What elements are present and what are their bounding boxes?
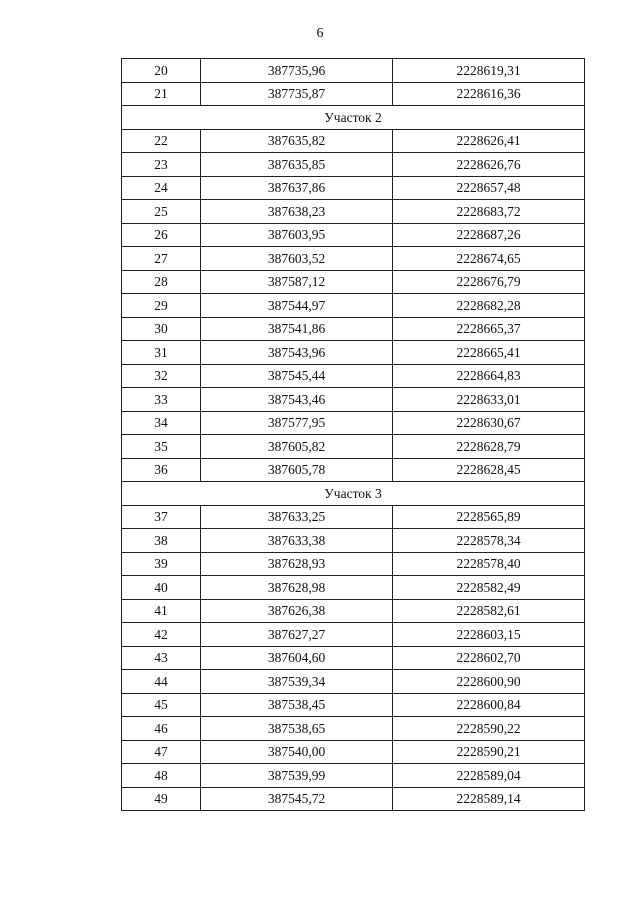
- x-coordinate-cell: 387638,23: [201, 200, 393, 224]
- y-coordinate-cell: 2228687,26: [393, 223, 585, 247]
- point-number-cell: 21: [122, 82, 201, 106]
- table-row: [122, 576, 585, 600]
- y-coordinate-cell: 2228600,84: [393, 693, 585, 717]
- table-row: [122, 552, 585, 576]
- point-number-cell: 24: [122, 176, 201, 200]
- y-coordinate-cell: 2228578,40: [393, 552, 585, 576]
- table-row: [122, 623, 585, 647]
- point-number-cell: 26: [122, 223, 201, 247]
- x-coordinate-cell: 387545,72: [201, 787, 393, 811]
- page-number: 6: [316, 26, 324, 41]
- table-row: [122, 341, 585, 365]
- x-coordinate-cell: 387633,25: [201, 505, 393, 529]
- x-coordinate-cell: 387626,38: [201, 599, 393, 623]
- y-coordinate-cell: 2228633,01: [393, 388, 585, 412]
- point-number-cell: 28: [122, 270, 201, 294]
- y-coordinate-cell: 2228664,83: [393, 364, 585, 388]
- y-coordinate-cell: 2228683,72: [393, 200, 585, 224]
- point-number-cell: 33: [122, 388, 201, 412]
- table-row: [122, 247, 585, 271]
- point-number-cell: 45: [122, 693, 201, 717]
- table-row: [122, 223, 585, 247]
- point-number-cell: 30: [122, 317, 201, 341]
- x-coordinate-cell: 387604,60: [201, 646, 393, 670]
- point-number-cell: 48: [122, 764, 201, 788]
- table-row: [122, 740, 585, 764]
- table-row: [122, 82, 585, 106]
- y-coordinate-cell: 2228602,70: [393, 646, 585, 670]
- x-coordinate-cell: 387605,78: [201, 458, 393, 482]
- coordinates-table: [121, 58, 585, 811]
- point-number-cell: 37: [122, 505, 201, 529]
- x-coordinate-cell: 387540,00: [201, 740, 393, 764]
- section-header-row: [122, 106, 585, 130]
- point-number-cell: 42: [122, 623, 201, 647]
- x-coordinate-cell: 387635,82: [201, 129, 393, 153]
- y-coordinate-cell: 2228630,67: [393, 411, 585, 435]
- table-row: [122, 270, 585, 294]
- table-row: [122, 599, 585, 623]
- y-coordinate-cell: 2228600,90: [393, 670, 585, 694]
- table-row: [122, 646, 585, 670]
- x-coordinate-cell: 387545,44: [201, 364, 393, 388]
- point-number-cell: 41: [122, 599, 201, 623]
- point-number-cell: 29: [122, 294, 201, 318]
- y-coordinate-cell: 2228590,21: [393, 740, 585, 764]
- point-number-cell: 20: [122, 59, 201, 83]
- section-title: Участок 2: [122, 106, 585, 130]
- table-row: [122, 670, 585, 694]
- y-coordinate-cell: 2228628,79: [393, 435, 585, 459]
- x-coordinate-cell: 387541,86: [201, 317, 393, 341]
- x-coordinate-cell: 387577,95: [201, 411, 393, 435]
- point-number-cell: 25: [122, 200, 201, 224]
- table-row: [122, 388, 585, 412]
- y-coordinate-cell: 2228626,41: [393, 129, 585, 153]
- point-number-cell: 39: [122, 552, 201, 576]
- table-row: [122, 200, 585, 224]
- point-number-cell: 22: [122, 129, 201, 153]
- x-coordinate-cell: 387543,46: [201, 388, 393, 412]
- point-number-cell: 46: [122, 717, 201, 741]
- x-coordinate-cell: 387539,99: [201, 764, 393, 788]
- y-coordinate-cell: 2228589,04: [393, 764, 585, 788]
- section-header-row: [122, 482, 585, 506]
- table-row: [122, 411, 585, 435]
- x-coordinate-cell: 387603,52: [201, 247, 393, 271]
- x-coordinate-cell: 387635,85: [201, 153, 393, 177]
- section-title: Участок 3: [122, 482, 585, 506]
- y-coordinate-cell: 2228565,89: [393, 505, 585, 529]
- y-coordinate-cell: 2228665,37: [393, 317, 585, 341]
- point-number-cell: 32: [122, 364, 201, 388]
- y-coordinate-cell: 2228582,61: [393, 599, 585, 623]
- table-row: [122, 717, 585, 741]
- point-number-cell: 35: [122, 435, 201, 459]
- point-number-cell: 31: [122, 341, 201, 365]
- y-coordinate-cell: 2228665,41: [393, 341, 585, 365]
- point-number-cell: 36: [122, 458, 201, 482]
- point-number-cell: 23: [122, 153, 201, 177]
- table-row: [122, 529, 585, 553]
- x-coordinate-cell: 387605,82: [201, 435, 393, 459]
- x-coordinate-cell: 387539,34: [201, 670, 393, 694]
- table-row: [122, 129, 585, 153]
- coordinates-table-body: [122, 59, 585, 811]
- table-row: [122, 458, 585, 482]
- x-coordinate-cell: 387637,86: [201, 176, 393, 200]
- point-number-cell: 27: [122, 247, 201, 271]
- table-row: [122, 153, 585, 177]
- table-row: [122, 435, 585, 459]
- table-row: [122, 317, 585, 341]
- x-coordinate-cell: 387538,45: [201, 693, 393, 717]
- point-number-cell: 44: [122, 670, 201, 694]
- table-row: [122, 505, 585, 529]
- table-row: [122, 693, 585, 717]
- point-number-cell: 40: [122, 576, 201, 600]
- point-number-cell: 47: [122, 740, 201, 764]
- point-number-cell: 38: [122, 529, 201, 553]
- x-coordinate-cell: 387735,96: [201, 59, 393, 83]
- x-coordinate-cell: 387735,87: [201, 82, 393, 106]
- x-coordinate-cell: 387538,65: [201, 717, 393, 741]
- table-row: [122, 364, 585, 388]
- y-coordinate-cell: 2228676,79: [393, 270, 585, 294]
- y-coordinate-cell: 2228589,14: [393, 787, 585, 811]
- y-coordinate-cell: 2228628,45: [393, 458, 585, 482]
- table-row: [122, 787, 585, 811]
- x-coordinate-cell: 387628,93: [201, 552, 393, 576]
- table-row: [122, 176, 585, 200]
- y-coordinate-cell: 2228657,48: [393, 176, 585, 200]
- table-row: [122, 764, 585, 788]
- x-coordinate-cell: 387543,96: [201, 341, 393, 365]
- table-row: [122, 294, 585, 318]
- table-row: [122, 59, 585, 83]
- y-coordinate-cell: 2228582,49: [393, 576, 585, 600]
- x-coordinate-cell: 387603,95: [201, 223, 393, 247]
- y-coordinate-cell: 2228682,28: [393, 294, 585, 318]
- y-coordinate-cell: 2228619,31: [393, 59, 585, 83]
- x-coordinate-cell: 387633,38: [201, 529, 393, 553]
- x-coordinate-cell: 387587,12: [201, 270, 393, 294]
- x-coordinate-cell: 387544,97: [201, 294, 393, 318]
- y-coordinate-cell: 2228603,15: [393, 623, 585, 647]
- y-coordinate-cell: 2228626,76: [393, 153, 585, 177]
- y-coordinate-cell: 2228674,65: [393, 247, 585, 271]
- point-number-cell: 43: [122, 646, 201, 670]
- x-coordinate-cell: 387628,98: [201, 576, 393, 600]
- point-number-cell: 34: [122, 411, 201, 435]
- y-coordinate-cell: 2228616,36: [393, 82, 585, 106]
- x-coordinate-cell: 387627,27: [201, 623, 393, 647]
- point-number-cell: 49: [122, 787, 201, 811]
- y-coordinate-cell: 2228590,22: [393, 717, 585, 741]
- y-coordinate-cell: 2228578,34: [393, 529, 585, 553]
